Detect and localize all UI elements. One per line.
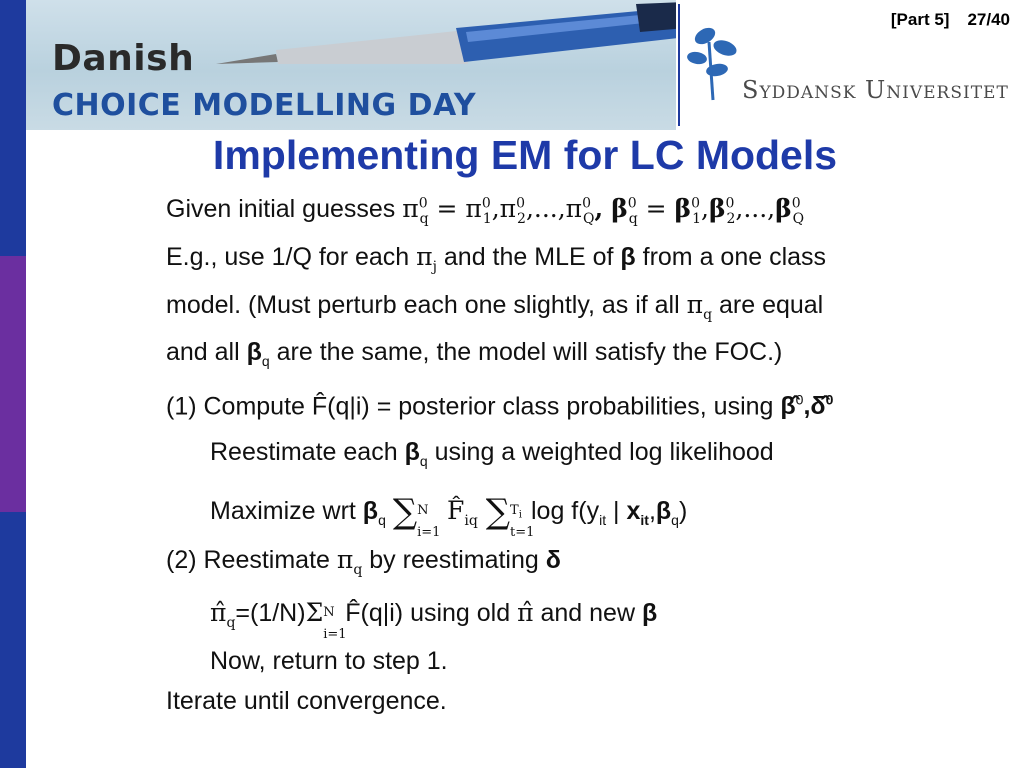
part-label: [Part 5] [890,10,950,29]
given-formula: $\pi^0_q = \pi^0_1,\pi^0_2,...,\pi^0_Q$, $\beta^0_q = \beta^0_1,\beta^0_2,...,\beta^0_Q$ [402,194,805,227]
reest-text-2: using a weighted log likelihood [434,438,774,466]
given-line [166,194,804,227]
step2-text-2: by reestimating [369,546,539,574]
return-line: Now, return to step 1. [210,647,448,675]
pi-update-line [210,598,658,642]
reest-text-1: Reestimate each [210,438,398,466]
sigma-symbol: Σ N i=1 [305,598,347,642]
max-log-text: log f(y [530,497,600,525]
andall-line [166,338,782,369]
banner-line-2: CHOICE MODELLING DAY [52,88,477,123]
pi-q-symbol-2: $\pi_q$ [336,545,363,578]
pi-update-text-1: =(1/N) [235,599,306,627]
pi-update-text-2: F̂(q|i) using old [345,599,511,627]
step1-text: (1) Compute F̂(q|i) = posterior class probabilities, using [166,392,774,421]
pi-update-text-3: and new [540,599,636,627]
conference-banner [26,0,676,130]
iterate-line: Iterate until convergence. [166,687,447,715]
beta-symbol: β [620,243,636,271]
given-text: Given initial guesses [166,195,396,223]
delta-symbol: δ [545,546,561,574]
step1-line [166,392,833,421]
slide-title: Implementing EM for LC Models [212,132,838,178]
reestimate-line [210,438,774,469]
beta-q-symbol-3: $\beta_q$ [362,497,386,528]
step2-line [166,545,561,578]
andall-text-2: are the same, the model will satisfy the FOC.) [276,338,783,366]
sum-formula: ∑ N i=1 $F̂_{iq}$ ∑ $T_i$ t=1 [392,492,535,540]
beta-q-symbol: $\beta_q$ [246,338,270,369]
page-counter: 27/40 [967,10,1010,29]
andall-text-1: and all [166,338,240,366]
pi-hat-symbol: π̂ [517,598,534,627]
pen-illustration [216,2,676,72]
eg-text-3: from a one class [642,243,827,271]
model-line [166,290,823,323]
left-strip-top [0,0,26,256]
step2-text-1: (2) Reestimate [166,546,330,574]
beta-delta-hat-symbols: β̂$^0$,δ̂$^0$ [780,392,834,421]
eg-text-1: E.g., use 1/Q for each [166,243,410,271]
max-text-1: Maximize wrt [210,497,356,525]
beta-symbol-2: β [641,599,658,627]
left-strip-middle [0,256,26,512]
pi-j-symbol: $\pi_j$ [416,242,437,275]
eg-line [166,242,826,275]
left-strip-bottom [0,512,26,768]
model-text-1: model. (Must perturb each one slightly, as if all [166,291,680,319]
header-divider [678,4,680,126]
banner-line-1: Danish [52,38,195,79]
model-text-2: are equal [718,291,824,319]
university-logo-icon [683,22,743,102]
page-info [873,10,1010,30]
eg-text-2: and the MLE of [443,243,614,271]
maximize-line: Maximize wrt $\beta_q$ ∑ N i=1 $F̂_{iq}$ ∑ $T_i$ t=1 $\log f(y_{it}$ | $x_{it},\beta_q$) [210,492,688,540]
pi-q-symbol: $\pi_q$ [686,290,713,323]
university-name: Syddansk Universitet [742,76,1009,104]
beta-q-symbol-2: $\beta_q$ [404,438,428,469]
pi-hat-q-symbol: $\pî_q$ [210,598,236,631]
